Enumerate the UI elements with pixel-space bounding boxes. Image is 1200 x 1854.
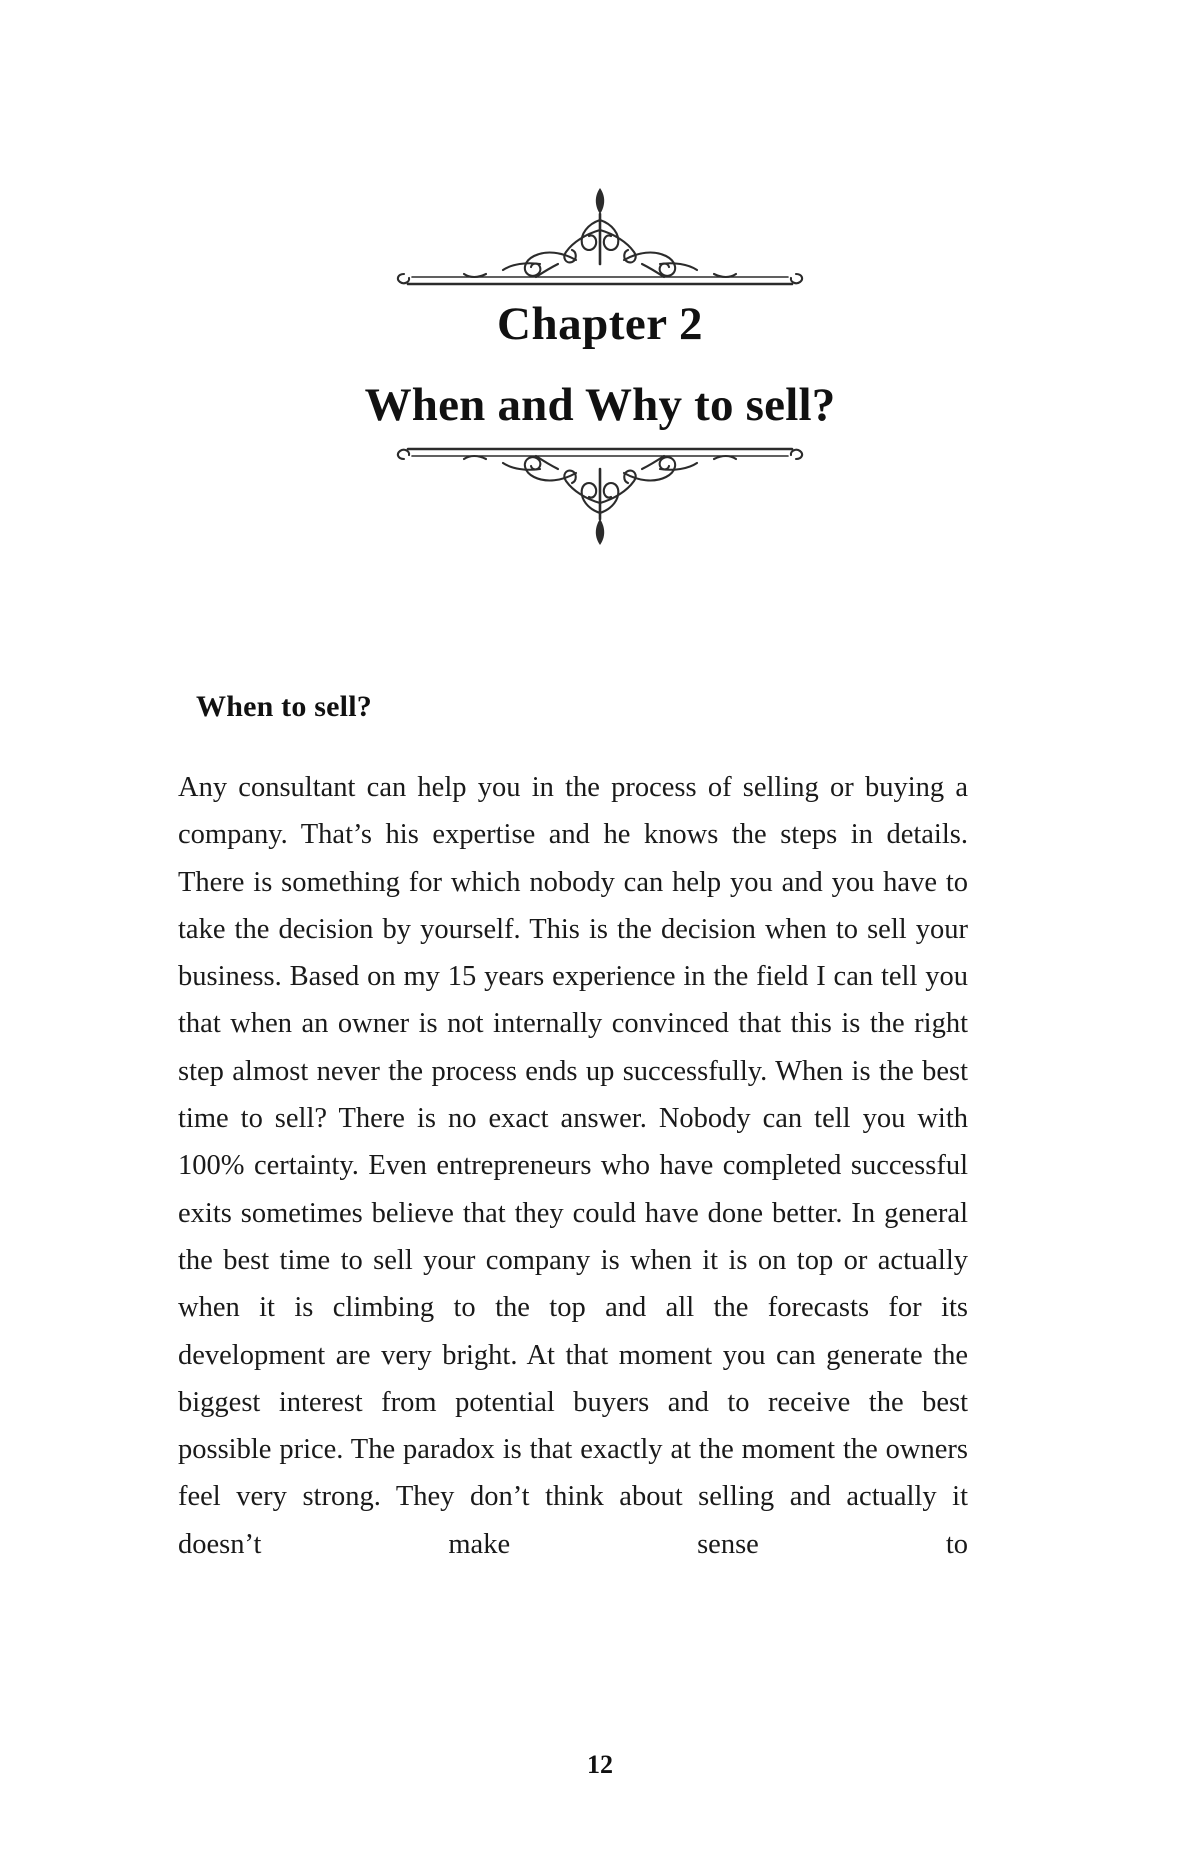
ornamental-divider-bottom xyxy=(0,440,1200,555)
page-number: 12 xyxy=(587,1750,613,1779)
page-content xyxy=(178,690,968,1568)
section-heading: When to sell? xyxy=(196,690,372,723)
chapter-number: Chapter 2 xyxy=(497,298,703,350)
ornamental-divider-top xyxy=(0,178,1200,293)
page-title: When and Why to sell? xyxy=(364,378,836,431)
chapter-heading-block xyxy=(0,295,1200,435)
body-paragraph: Any consultant can help you in the process of selling or buying a company. That’s his expertise and he knows the steps in details. There is something for which nobody can help you and you have to take the decision by yourself. This is the decision when to sell your business. Based on my 15 years experience in the field I can tell you that when an owner is not internally convinced that this is the right step almost never the process ends up successfully. When is the best time to sell? There is no exact answer. Nobody can tell you with 100% certainty. Even entrepreneurs who have completed successful exits sometimes believe that they could have done better. In general the best time to sell your company is when it is on top or actually when it is climbing to the top and all the forecasts for its development are very bright. At that moment you can generate the biggest interest from potential buyers and to receive the best possible price. The paradox is that exactly at the moment the owners feel very strong. They don’t think about selling and actually it doesn’t make sense to xyxy=(178,772,968,1560)
